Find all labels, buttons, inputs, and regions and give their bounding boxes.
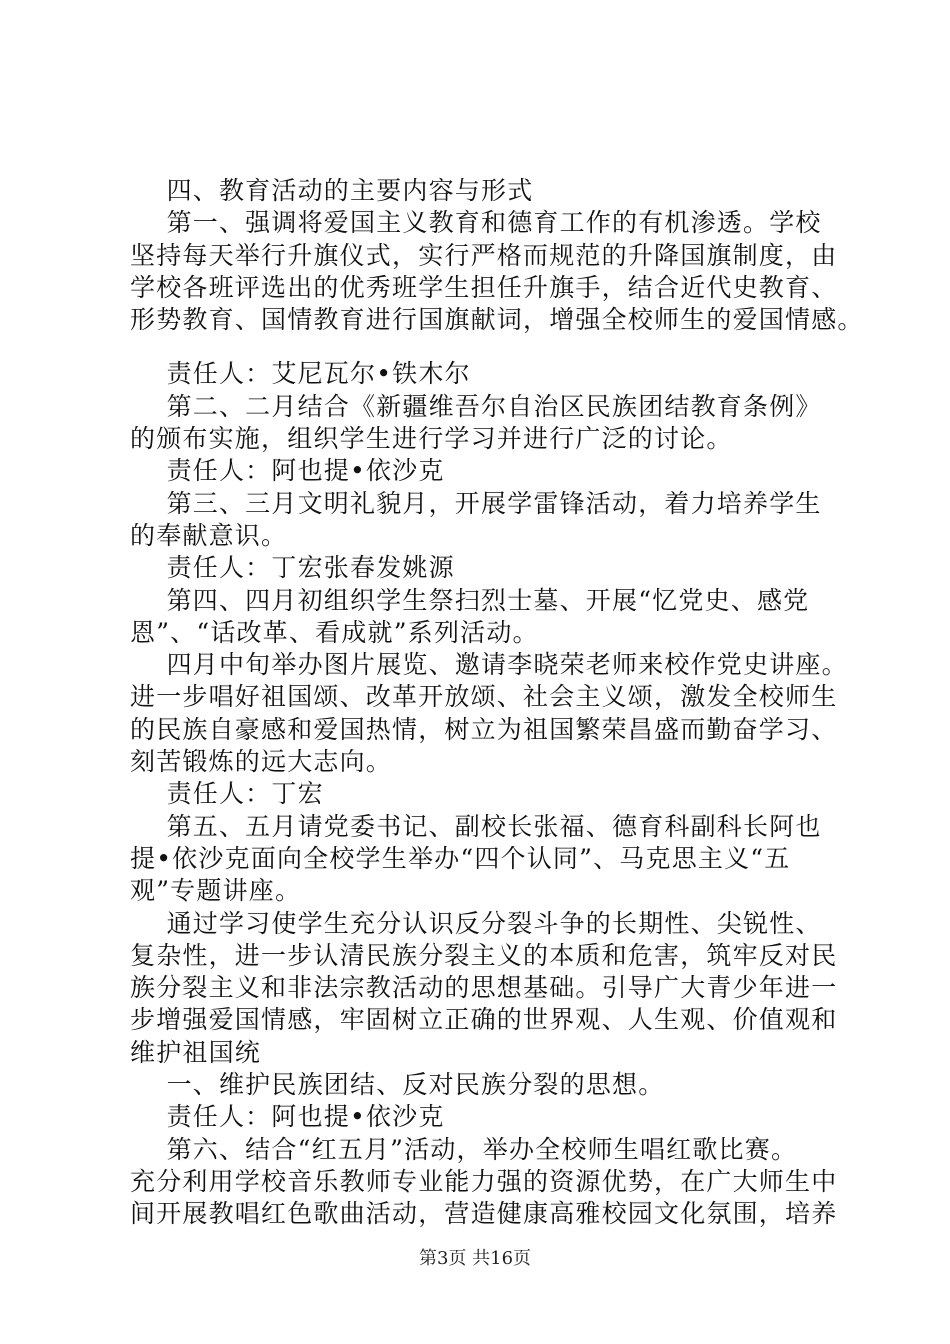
text-line: 的民族自豪感和爱国热情，树立为祖国繁荣昌盛而勤奋学习、: [130, 714, 838, 744]
body-text: [130, 175, 864, 1231]
text-line: 进一步唱好祖国颂、改革开放颂、社会主义颂，激发全校师生: [130, 682, 838, 712]
page-footer: 第3页 共16页: [418, 1248, 532, 1269]
text-line: 责任人：阿也提•依沙克: [130, 1102, 445, 1132]
text-line: 第四、四月初组织学生祭扫烈士墓、开展“忆党史、感党: [130, 585, 810, 615]
text-line: 刻苦锻炼的远大志向。: [130, 747, 393, 777]
text-line: 学校各班评选出的优秀班学生担任升旗手，结合近代史教育、: [130, 272, 838, 302]
text-line: 坚持每天举行升旗仪式，实行严格而规范的升降国旗制度，由: [130, 240, 838, 270]
text-line: 的奉献意识。: [130, 520, 288, 550]
text-line: 恩”、“话改革、看成就”系列活动。: [130, 617, 539, 647]
text-line: 间开展教唱红色歌曲活动，营造健康高雅校园文化氛围，培养: [130, 1199, 838, 1229]
text-line: 复杂性，进一步认清民族分裂主义的本质和危害，筑牢反对民: [130, 940, 838, 970]
text-line: 形势教育、国情教育进行国旗献词，增强全校师生的爱国情感。: [130, 305, 864, 335]
text-line: 一、维护民族团结、反对民族分裂的思想。: [130, 1070, 665, 1100]
text-line: 维护祖国统: [130, 1037, 262, 1067]
text-line: 第二、二月结合《新疆维吾尔自治区民族团结教育条例》: [130, 391, 822, 421]
text-line: 提•依沙克面向全校学生举办“四个认同”、马克思主义“五: [130, 843, 791, 873]
text-line: 责任人：阿也提•依沙克: [130, 456, 445, 486]
text-line: 责任人：丁宏: [130, 779, 324, 809]
text-line: 步增强爱国情感，牢固树立正确的世界观、人生观、价值观和: [130, 1005, 838, 1035]
text-line: 第五、五月请党委书记、副校长张福、德育科副科长阿也: [130, 811, 822, 841]
text-line: 责任人：丁宏张春发姚源: [130, 553, 455, 583]
text-line: 观”专题讲座。: [130, 876, 302, 906]
text-line: 充分利用学校音乐教师专业能力强的资源优势，在广大师生中: [130, 1166, 838, 1196]
text-line: 第六、结合“红五月”活动，举办全校师生唱红歌比赛。: [130, 1134, 798, 1164]
text-line: 责任人：艾尼瓦尔•铁木尔: [130, 359, 471, 389]
paragraph-gap: [130, 336, 850, 358]
text-line: 通过学习使学生充分认识反分裂斗争的长期性、尖锐性、: [130, 908, 822, 938]
text-line: 族分裂主义和非法宗教活动的思想基础。引导广大青少年进一: [130, 973, 838, 1003]
text-line: 第三、三月文明礼貌月，开展学雷锋活动，着力培养学生: [130, 488, 822, 518]
text-line: 四月中旬举办图片展览、邀请李晓荣老师来校作党史讲座。: [130, 650, 848, 680]
text-line: 第一、强调将爱国主义教育和德育工作的有机渗透。学校: [130, 208, 822, 238]
text-line: 四、教育活动的主要内容与形式: [130, 176, 534, 205]
text-line: 的颁布实施，组织学生进行学习并进行广泛的讨论。: [130, 424, 733, 454]
